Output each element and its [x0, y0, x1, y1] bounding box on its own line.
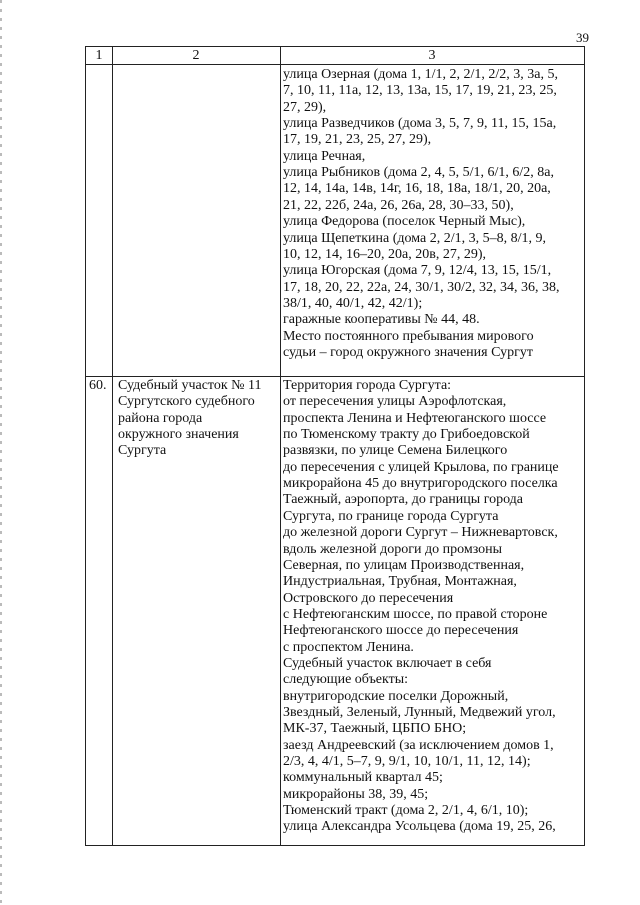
- address-line: 10, 12, 14, 16–20, 20а, 20в, 27, 29),: [283, 246, 486, 262]
- territory-line: микрорайоны 38, 39, 45;: [283, 786, 429, 802]
- territory-line: Звездный, Зеленый, Лунный, Медвежий угол,: [283, 705, 556, 720]
- court-name-line: окружного значения: [118, 427, 239, 443]
- territory-line: вдоль железной дороги до промзоны: [283, 541, 503, 557]
- address-line: 12, 14, 14а, 14в, 14г, 16, 18, 18а, 18/1, 20, 20а,: [283, 181, 551, 197]
- scan-edge: [0, 0, 2, 905]
- court-districts-table: [85, 46, 585, 846]
- court-name-line: Судебный участок № 11: [118, 378, 262, 393]
- address-line: Место постоянного пребывания мирового: [283, 328, 534, 344]
- address-line: судьи – город окружного значения Сургут: [283, 344, 533, 360]
- row-number: 60.: [89, 378, 107, 393]
- territory-line: с Нефтеюганским шоссе, по правой стороне: [283, 606, 548, 622]
- territory-line: Территория города Сургута:: [283, 378, 452, 393]
- address-line: улица Речная,: [283, 148, 366, 164]
- header-col-1: 1: [95, 48, 103, 63]
- territory-line: Сургута, по границе города Сургута: [283, 508, 499, 524]
- column-divider-1: [112, 47, 113, 845]
- territory-line: коммунальный квартал 45;: [283, 770, 443, 786]
- territory-line: до пересечения с улицей Крылова, по границе: [283, 459, 559, 475]
- territory-line: Нефтеюганского шоссе до пересечения: [283, 623, 519, 639]
- territory-line: развязки, по улице Семена Билецкого: [283, 443, 508, 459]
- territory-line: проспекта Ленина и Нефтеюганского шоссе: [283, 410, 547, 426]
- territory-line: Таежный, аэропорта, до границы города: [283, 492, 524, 508]
- territory-line: микрорайона 45 до внутригородского поселка: [283, 476, 558, 492]
- header-col-3: 3: [428, 48, 436, 63]
- header-divider: [86, 64, 584, 65]
- territory-line: МК-37, Таежный, ЦБПО БНО;: [283, 721, 467, 737]
- address-line: 7, 10, 11, 11а, 12, 13, 13а, 15, 17, 19, 21, 23, 25,: [283, 83, 557, 99]
- territory-line: Судебный участок включает в себя: [283, 655, 492, 671]
- court-name-line: Сургута: [118, 443, 167, 459]
- row-divider: [86, 376, 584, 377]
- address-line: 17, 19, 21, 23, 25, 27, 29),: [283, 132, 432, 148]
- address-line: 21, 22, 22б, 24а, 26, 26а, 28, 30–33, 50),: [283, 197, 514, 213]
- address-line: улица Рыбников (дома 2, 4, 5, 5/1, 6/1, 6/2, 8а,: [283, 165, 554, 181]
- address-line: 17, 18, 20, 22, 22а, 24, 30/1, 30/2, 32, 34, 36, 38,: [283, 279, 560, 295]
- territory-line: Индустриальная, Трубная, Монтажная,: [283, 574, 517, 590]
- address-line: улица Щепеткина (дома 2, 2/1, 3, 5–8, 8/1, 9,: [283, 230, 547, 246]
- address-line: улица Федорова (поселок Черный Мыс),: [283, 214, 526, 230]
- territory-line: 2/3, 4, 4/1, 5–7, 9, 9/1, 10, 10/1, 11, 12, 14);: [283, 754, 531, 770]
- territory-line: следующие объекты:: [283, 672, 409, 688]
- territory-line: Островского до пересечения: [283, 590, 454, 606]
- court-name-line: Сургутского судебного: [118, 394, 255, 410]
- territory-line: до железной дороги Сургут – Нижневартовск,: [283, 525, 558, 541]
- header-col-2: 2: [192, 48, 200, 63]
- territory-line: по Тюменскому тракту до Грибоедовской: [283, 427, 530, 443]
- territory-line: от пересечения улицы Аэрофлотская,: [283, 394, 507, 410]
- territory-line: улица Александра Усольцева (дома 19, 25, 26,: [283, 819, 556, 835]
- address-line: улица Югорская (дома 7, 9, 12/4, 13, 15, 15/1,: [283, 263, 552, 279]
- address-line: улица Разведчиков (дома 3, 5, 7, 9, 11, 15, 15а,: [283, 116, 557, 132]
- territory-line: Северная, по улицам Производственная,: [283, 557, 525, 573]
- territory-line: с проспектом Ленина.: [283, 639, 414, 655]
- page-number: 39: [576, 30, 589, 45]
- column-divider-2: [280, 47, 281, 845]
- address-line: 38/1, 40, 40/1, 42, 42/1);: [283, 295, 423, 311]
- territory-line: внутригородские поселки Дорожный,: [283, 688, 509, 704]
- address-line: 27, 29),: [283, 99, 327, 115]
- court-name-line: района города: [118, 410, 203, 426]
- territory-line: заезд Андреевский (за исключением домов 1,: [283, 737, 554, 753]
- address-line: улица Озерная (дома 1, 1/1, 2, 2/1, 2/2, 3, 3а, 5,: [283, 67, 558, 82]
- address-line: гаражные кооперативы № 44, 48.: [283, 312, 480, 328]
- territory-line: Тюменский тракт (дома 2, 2/1, 4, 6/1, 10);: [283, 803, 529, 819]
